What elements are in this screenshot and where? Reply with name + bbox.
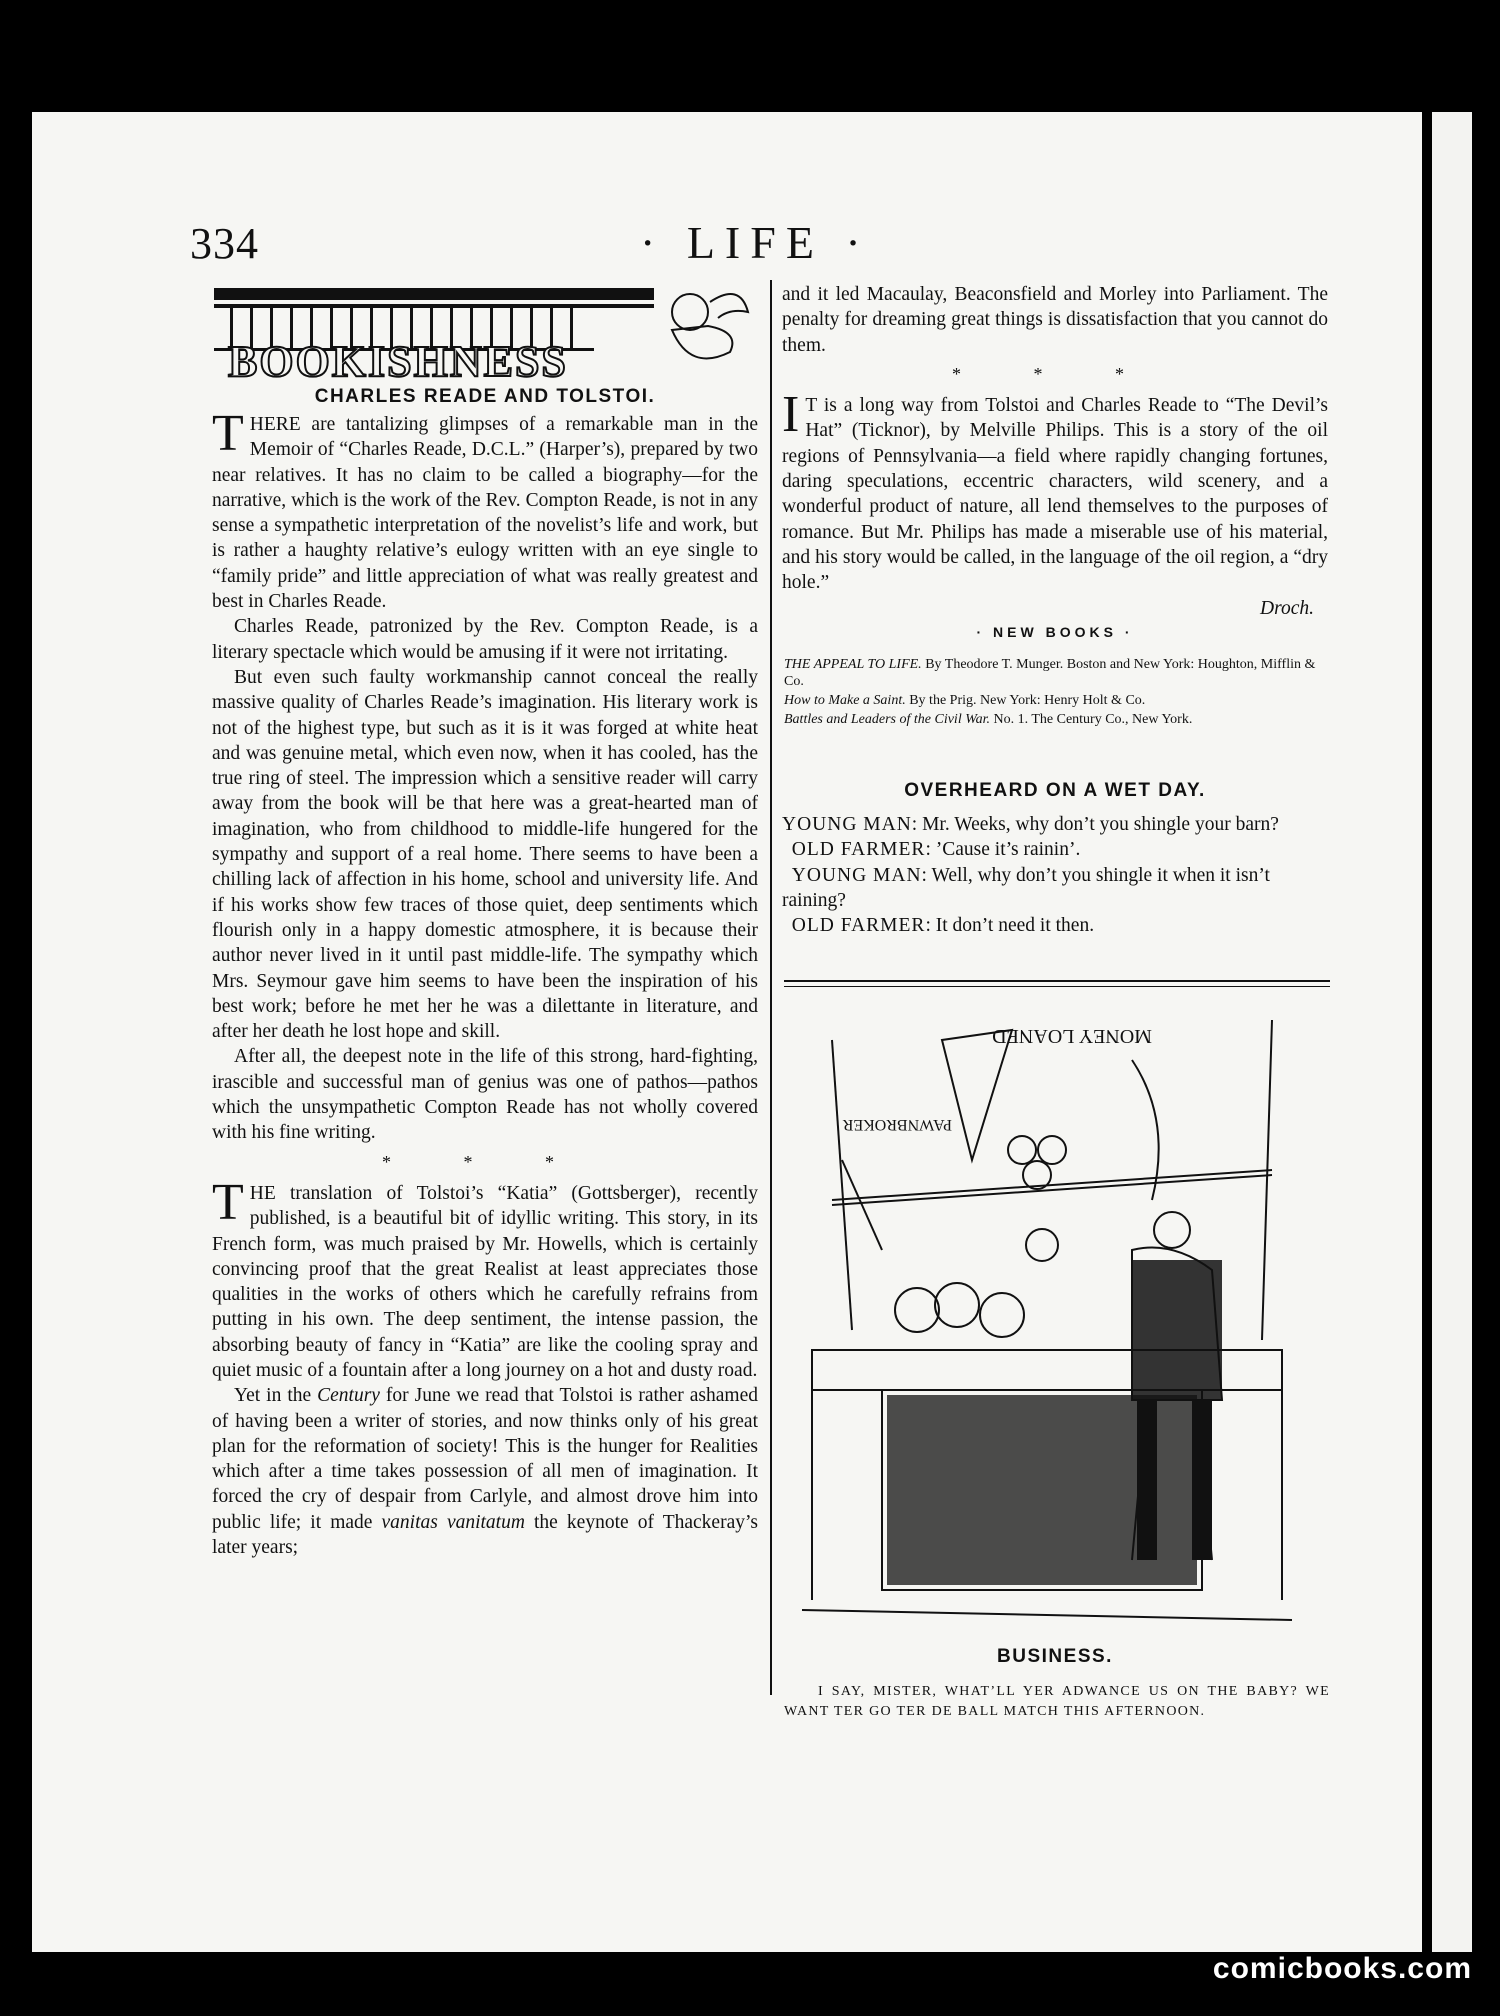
speaker: YOUNG MAN bbox=[782, 814, 912, 835]
paragraph-text: Yet in the bbox=[234, 1385, 318, 1407]
section-title-overheard: OVERHEARD ON A WET DAY. bbox=[904, 780, 1206, 801]
business-cartoon bbox=[792, 1000, 1318, 1640]
dialog-text: ’Cause it’s rainin’. bbox=[935, 839, 1081, 861]
paragraph bbox=[212, 1383, 758, 1560]
magazine-title: · LIFE · bbox=[640, 217, 871, 268]
next-page-edge bbox=[1432, 112, 1472, 1952]
author-signature: Droch. bbox=[1260, 597, 1314, 619]
book-entry bbox=[784, 711, 1330, 728]
book-entry bbox=[784, 692, 1330, 709]
dialog-text: Mr. Weeks, why don’t you shingle your barn? bbox=[922, 814, 1279, 835]
dialog-line: YOUNG MAN: Well, why don’t you shingle it when it isn’t raining? bbox=[782, 864, 1270, 911]
paragraph bbox=[782, 386, 1328, 595]
cartoon-caption: I SAY, MISTER, WHAT’LL YER ADWANCE US ON THE BABY? WE WANT TER GO TER DE BALL MATCH THIS AFTERNOON. bbox=[784, 1684, 1330, 1719]
section-break-stars: * * * bbox=[952, 363, 1158, 384]
speaker: OLD FARMER bbox=[791, 915, 926, 937]
dialog-line: YOUNG MAN: Mr. Weeks, why don’t you shingle your barn? bbox=[782, 814, 1279, 835]
section-title-reade-tolstoi: CHARLES READE AND TOLSTOI. bbox=[314, 386, 656, 407]
drop-cap: I bbox=[782, 386, 800, 444]
double-rule bbox=[784, 986, 1330, 987]
paragraph bbox=[212, 405, 758, 614]
paragraph: Charles Reade, patronized by the Rev. Compton Reade, is a literary spectacle which would be amusing if it were not irritating. bbox=[212, 616, 758, 663]
column-divider bbox=[770, 280, 772, 1695]
cartoon-title: BUSINESS. bbox=[997, 1646, 1113, 1667]
paragraph bbox=[212, 1173, 758, 1383]
dialog bbox=[782, 812, 1328, 938]
right-column bbox=[782, 282, 1328, 621]
book-title: THE APPEAL TO LIFE. bbox=[784, 657, 922, 672]
section-break-stars: * * * bbox=[382, 1151, 588, 1172]
banner-text: BOOKISHNESS bbox=[228, 337, 568, 382]
double-rule bbox=[784, 980, 1330, 982]
page-number: 334 bbox=[190, 219, 259, 268]
drop-cap: T bbox=[212, 1173, 244, 1231]
emphasis: vanitas vanitatum bbox=[381, 1511, 525, 1533]
book-title: How to Make a Saint. bbox=[784, 693, 906, 708]
new-books-heading: · NEW BOOKS · bbox=[976, 624, 1134, 640]
drop-cap: T bbox=[212, 405, 244, 462]
speaker: OLD FARMER bbox=[791, 839, 926, 861]
paragraph: and it led Macaulay, Beaconsfield and Morley into Parliament. The penalty for dreaming great things is dissatisfaction that you cannot do them. bbox=[782, 284, 1328, 356]
paragraph-text: HE translation of Tolstoi’s “Katia” (Gottsberger), recently published, is a beautiful bit of idyllic writing. This story, in its French form, was much praised by Mr. Howells, which is certainly convincing proof that the great Realist at least appreciates those qualities in the works of others which he carefully refrains from putting in his own. The deep sentiment, the intense passion, the absorbing beauty of fancy in “Katia” are like the cooling spray and quiet music of a fountain after a long journey on a hot and dusty road. bbox=[212, 1182, 758, 1381]
paragraph: After all, the deepest note in the life of this strong, hard-fighting, irascible and successful man of genius was one of pathos—pathos which the unsympathetic Compton Reade has not wholly covered with his fine writing. bbox=[212, 1046, 758, 1144]
paragraph-text: HERE are tantalizing glimpses of a remarkable man in the Memoir of “Charles Reade, D.C.L.” (Harper’s), prepared by two near relatives. It has no claim to be called a biography—for the narrative, which is the work of the Rev. Compton Reade, is not in any sense a sympathetic interpretation of the novelist’s life and work, but is rather a haughty relative’s eulogy written with an eye single to “family pride” and little appreciation of what was really greatest and best in Charles Reade. bbox=[212, 414, 758, 613]
book-details: By Theodore T. Munger. Boston and New York: Houghton, Mifflin & Co. bbox=[784, 657, 1316, 689]
paragraph-text: T is a long way from Tolstoi and Charles Reade to “The Devil’s Hat” (Ticknor), by Melville Philips. This is a story of the oil regions of Pennsylvania—a field where rapidly changing fortunes, daring speculations, eccentric characters, wild scenery, and a wonderful product of nature, all lend themselves to the purposes of romance. But Mr. Philips has made a miserable use of his material, and his story would be called, in the language of the oil region, a “dry hole.” bbox=[782, 395, 1328, 594]
speaker: YOUNG MAN bbox=[791, 864, 922, 886]
new-books-list bbox=[784, 656, 1330, 730]
sign-pawnbroker: PAWNBROKER bbox=[842, 1116, 952, 1133]
left-column bbox=[212, 405, 758, 1560]
paragraph-text: the keynote of Thackeray’s later years; bbox=[212, 1511, 758, 1559]
dialog-line: OLD FARMER: ’Cause it’s rainin’. bbox=[791, 839, 1081, 861]
dialog-text: Well, why don’t you shingle it when it isn’t raining? bbox=[782, 864, 1270, 911]
dialog-text: It don’t need it then. bbox=[935, 915, 1095, 937]
book-details: By the Prig. New York: Henry Holt & Co. bbox=[905, 693, 1146, 708]
book-title: Battles and Leaders of the Civil War. bbox=[784, 712, 990, 727]
paragraph: But even such faulty workmanship cannot conceal the really massive quality of Charles Reade’s imagination. His literary work is not of the highest type, but such as it is it was forged at white heat and was genuine metal, which even now, when it has cooled, has the true ring of steel. The impression which a sensitive reader will carry away from the book will be that here was a great-hearted man of imagination, who from childhood to middle-life hungered for the sympathy and support of a real home. There seems to have been a chilling lack of affection in his home, school and university life. And if his works show few traces of those quiet, deep sentiments which flourish only in a happy domestic atmosphere, it is because their author never lived in it until past middle-life. The sympathy which Mrs. Seymour gave him seems to have been the inspiration of his best work; before he met her he was a dilettante in literature, and after her death he lost hope and skill. bbox=[212, 666, 758, 1043]
bookishness-banner bbox=[210, 282, 750, 382]
book-entry bbox=[784, 656, 1330, 690]
emphasis: Century bbox=[317, 1385, 380, 1407]
book-details: No. 1. The Century Co., New York. bbox=[989, 712, 1193, 727]
paragraph-text: for June we read that Tolstoi is rather ashamed of having been a writer of stories, and now thinks only of his great plan for the reformation of society! This is the hunger for Realities which after a time takes possession of all men of imagination. It forced the cry of despair from Carlyle, and almost drove him into public life; it made bbox=[212, 1385, 758, 1533]
sign-money-loaned: MONEY LOANED bbox=[992, 1025, 1152, 1047]
dialog-line: OLD FARMER: It don’t need it then. bbox=[791, 915, 1095, 937]
watermark: comicbooks.com bbox=[1212, 1952, 1472, 1985]
